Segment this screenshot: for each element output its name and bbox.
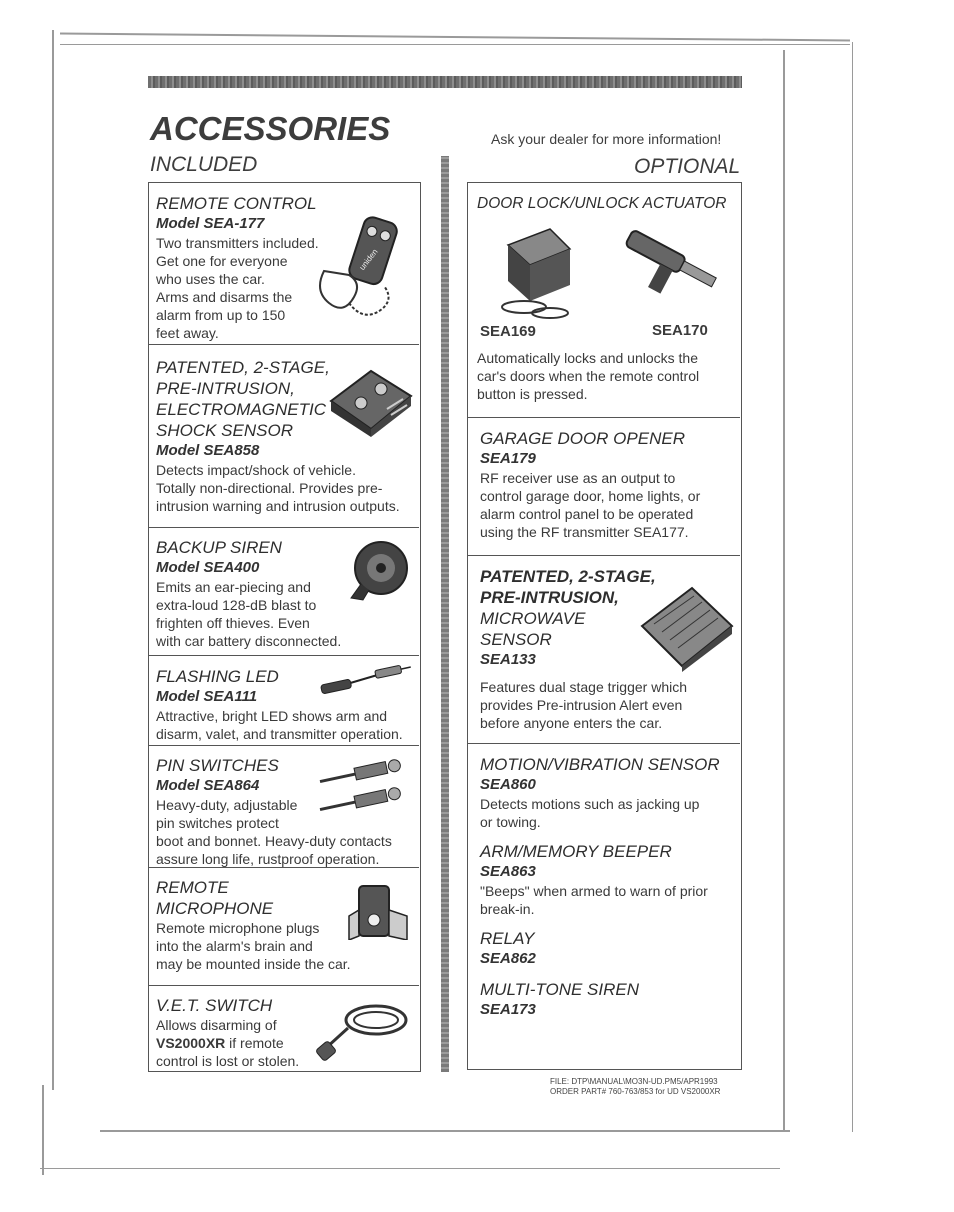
shock-sensor-icon (321, 361, 416, 441)
led-model: Model SEA111 (156, 688, 258, 705)
shock-title-1: PATENTED, 2-STAGE, (156, 358, 330, 377)
sea170-actuator-icon (616, 223, 731, 313)
microphone-icon (345, 880, 411, 940)
siren-line-3: frighten off thieves. Even (156, 615, 310, 631)
motion-line-1: Detects motions such as jacking up (480, 796, 700, 812)
scan-edge-left (52, 30, 54, 1090)
remote-microphone-section (149, 868, 419, 986)
remote-control-section (149, 183, 419, 345)
scan-edge-right-2 (852, 42, 853, 1132)
pin-switch-icon (315, 752, 415, 816)
vet-switch-icon (314, 994, 414, 1064)
siren-icon (339, 536, 414, 606)
remote-line-2: Get one for everyone (156, 253, 288, 269)
relay-model: SEA862 (480, 950, 536, 967)
relay-title: RELAY (480, 929, 535, 948)
siren-model: Model SEA400 (156, 559, 260, 576)
door-title: DOOR LOCK/UNLOCK ACTUATOR (477, 195, 727, 212)
microwave-title-2: PRE-INTRUSION, (480, 588, 619, 607)
backup-siren-section (149, 528, 419, 656)
shock-line-1: Detects impact/shock of vehicle. (156, 462, 356, 478)
shock-title-4: SHOCK SENSOR (156, 421, 293, 440)
beeper-line-2: break-in. (480, 901, 535, 917)
shock-line-3: intrusion warning and intrusion outputs. (156, 498, 400, 514)
microwave-line-2: provides Pre-intrusion Alert even (480, 697, 683, 713)
led-line-2: disarm, valet, and transmitter operation. (156, 726, 403, 742)
microwave-sensor-section (468, 556, 740, 744)
remote-line-4: Arms and disarms the (156, 289, 293, 305)
optional-panel (467, 182, 742, 1070)
shock-model: Model SEA858 (156, 442, 260, 459)
led-icon (314, 660, 414, 696)
motion-line-2: or towing. (480, 814, 541, 830)
garage-line-1: RF receiver use as an output to (480, 470, 676, 486)
vet-switch-section (149, 986, 419, 1071)
pin-switches-section (149, 746, 419, 868)
microwave-line-3: before anyone enters the car. (480, 715, 663, 731)
siren-line-1: Emits an ear-piecing and (156, 579, 311, 595)
beeper-line-1: "Beeps" when armed to warn of prior (480, 883, 708, 899)
header-rule (148, 76, 742, 88)
microwave-sensor-icon (636, 578, 736, 673)
pin-line-4: assure long life, rustproof operation. (156, 851, 380, 867)
door-actuator-section (468, 183, 740, 418)
misc-options-section (468, 744, 740, 1069)
garage-model: SEA179 (480, 450, 536, 467)
microwave-line-1: Features dual stage trigger which (480, 679, 687, 695)
microwave-title-3: MICROWAVE (480, 609, 586, 628)
shock-line-2: Totally non-directional. Provides pre- (156, 480, 383, 496)
beeper-title: ARM/MEMORY BEEPER (480, 842, 672, 861)
footer-file: FILE: DTP\MANUAL\MO3N-UD.PM5/APR1993 (550, 1077, 718, 1086)
led-line-1: Attractive, bright LED shows arm and (156, 708, 388, 724)
scan-edge-bottom-2 (40, 1168, 780, 1169)
pin-line-2: pin switches protect (156, 815, 279, 831)
motion-model: SEA860 (480, 776, 536, 793)
microwave-title-4: SENSOR (480, 630, 552, 649)
remote-line-6: feet away. (156, 325, 219, 341)
scan-edge-top-2 (60, 44, 850, 45)
pin-line-3: boot and bonnet. Heavy-duty contacts (156, 833, 392, 849)
door-line-3: button is pressed. (477, 386, 588, 402)
garage-opener-section (468, 418, 740, 556)
microwave-title-1: PATENTED, 2-STAGE, (480, 567, 656, 586)
mic-title-1: REMOTE (156, 878, 229, 897)
siren-title: BACKUP SIREN (156, 538, 282, 557)
pin-model: Model SEA864 (156, 777, 260, 794)
scan-edge-left-low (42, 1085, 44, 1175)
siren-line-4: with car battery disconnected. (156, 633, 342, 649)
sea169-label: SEA169 (480, 323, 536, 340)
shock-title-2: PRE-INTRUSION, (156, 379, 295, 398)
scan-edge-right (783, 50, 785, 1130)
garage-line-3: alarm control panel to be operated (480, 506, 694, 522)
sea169-actuator-icon (490, 221, 585, 321)
siren-line-2: extra-loud 128-dB blast to (156, 597, 317, 613)
door-line-1: Automatically locks and unlocks the (477, 350, 698, 366)
pin-line-1: Heavy-duty, adjustable (156, 797, 298, 813)
door-line-2: car's doors when the remote control (477, 368, 700, 384)
remote-keyfob-icon (314, 211, 414, 326)
vet-line-3: control is lost or stolen. (156, 1053, 300, 1069)
column-divider (441, 156, 449, 1072)
vet-line-2-rest: if remote (225, 1035, 284, 1051)
microwave-model: SEA133 (480, 651, 536, 668)
vet-title: V.E.T. SWITCH (156, 996, 273, 1015)
multitone-model: SEA173 (480, 1001, 536, 1018)
flashing-led-section (149, 656, 419, 746)
vet-model-bold: VS2000XR (156, 1035, 226, 1051)
remote-control-model: Model SEA-177 (156, 215, 265, 232)
mic-line-3: may be mounted inside the car. (156, 956, 351, 972)
garage-line-4: using the RF transmitter SEA177. (480, 524, 689, 540)
scan-edge-top (60, 33, 850, 41)
remote-control-title: REMOTE CONTROL (156, 194, 317, 213)
beeper-model: SEA863 (480, 863, 536, 880)
dealer-note: Ask your dealer for more information! (491, 131, 722, 147)
led-title: FLASHING LED (156, 667, 279, 686)
footer-order: ORDER PART# 760-763/853 for UD VS2000XR (550, 1087, 721, 1096)
mic-title-2: MICROPHONE (156, 899, 274, 918)
sea170-label: SEA170 (652, 322, 708, 339)
optional-heading: OPTIONAL (634, 155, 741, 178)
remote-line-1: Two transmitters included. (156, 235, 319, 251)
mic-line-2: into the alarm's brain and (156, 938, 313, 954)
garage-title: GARAGE DOOR OPENER (480, 429, 685, 448)
included-heading: INCLUDED (150, 153, 258, 176)
vet-line-1: Allows disarming of (156, 1017, 277, 1033)
shock-sensor-section (149, 345, 419, 528)
mic-line-1: Remote microphone plugs (156, 920, 320, 936)
pin-title: PIN SWITCHES (156, 756, 279, 775)
door-description (477, 349, 699, 403)
svg-text:uniden: uniden (357, 247, 380, 272)
multitone-title: MULTI-TONE SIREN (480, 980, 639, 999)
shock-title-3: ELECTROMAGNETIC (156, 400, 327, 419)
remote-line-5: alarm from up to 150 (156, 307, 286, 323)
remote-line-3: who uses the car. (156, 271, 265, 287)
included-panel (148, 182, 421, 1072)
page-title: ACCESSORIES (150, 110, 391, 147)
garage-line-2: control garage door, home lights, or (480, 488, 701, 504)
scan-edge-bottom (100, 1130, 790, 1132)
motion-title: MOTION/VIBRATION SENSOR (480, 755, 720, 774)
